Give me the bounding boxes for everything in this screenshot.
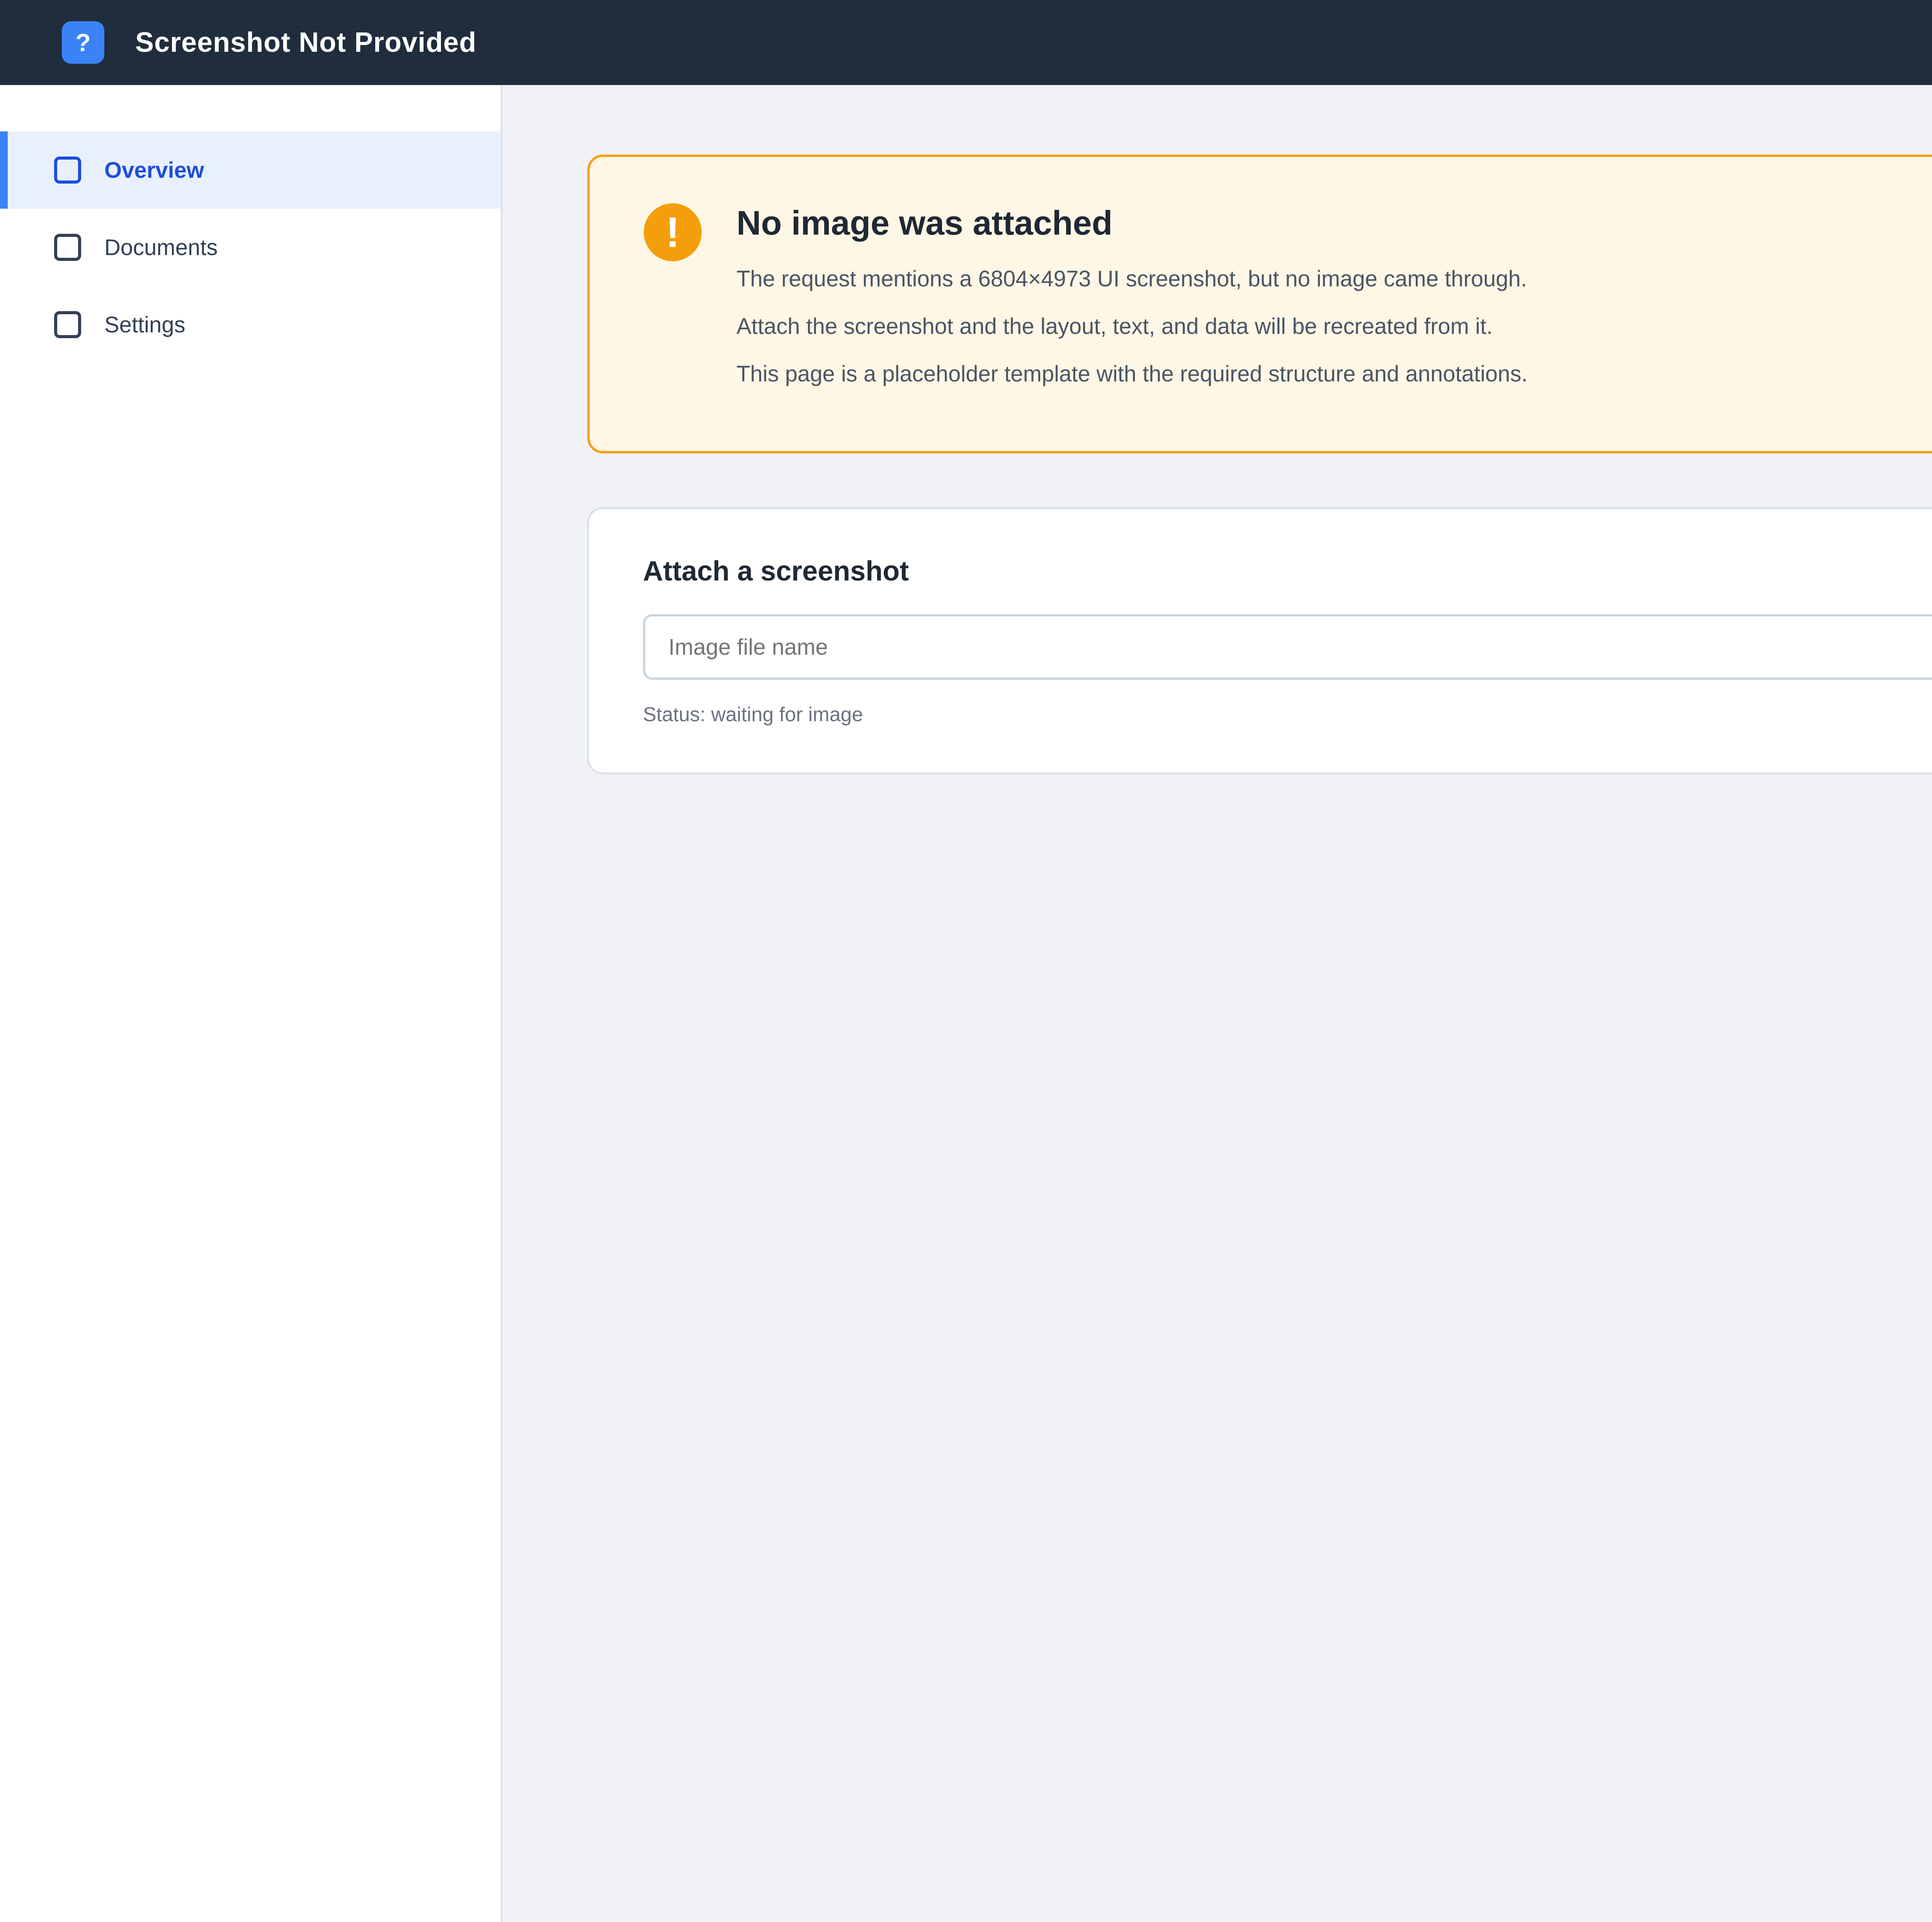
gear-icon xyxy=(54,311,81,338)
upload-card-title: Attach a screenshot xyxy=(643,556,909,587)
notice-body xyxy=(736,203,1527,405)
sidebar-item-overview[interactable] xyxy=(0,131,501,209)
notice-line: This page is a placeholder template with the required structure and annotations. xyxy=(736,361,1528,386)
app-title: Screenshot Not Provided xyxy=(135,27,477,58)
notice-line: The request mentions a 6804×4973 UI screenshot, but no image came through. xyxy=(736,266,1527,291)
file-name-input[interactable] xyxy=(643,614,1932,680)
sidebar-item-settings[interactable] xyxy=(0,286,501,363)
grid-icon xyxy=(54,157,81,184)
upload-field-row xyxy=(643,614,1932,680)
app-logo-icon: ? xyxy=(62,21,104,64)
notice-title: No image was attached xyxy=(736,204,1113,242)
sidebar-item-label: Overview xyxy=(104,157,204,183)
main-content xyxy=(502,85,1932,1922)
app-body xyxy=(0,85,1932,1922)
top-bar xyxy=(0,0,1932,85)
sidebar-item-label: Documents xyxy=(104,235,218,260)
file-icon xyxy=(54,234,81,261)
sidebar xyxy=(0,85,502,1922)
status-text: Status: waiting for image xyxy=(643,703,863,726)
warning-icon: ! xyxy=(644,203,702,261)
notice-line: Attach the screenshot and the layout, text, and data will be recreated from it. xyxy=(736,314,1493,339)
missing-image-notice xyxy=(587,155,1932,453)
sidebar-item-label: Settings xyxy=(104,312,185,337)
upload-card xyxy=(587,507,1932,774)
sidebar-item-documents[interactable] xyxy=(0,209,501,286)
